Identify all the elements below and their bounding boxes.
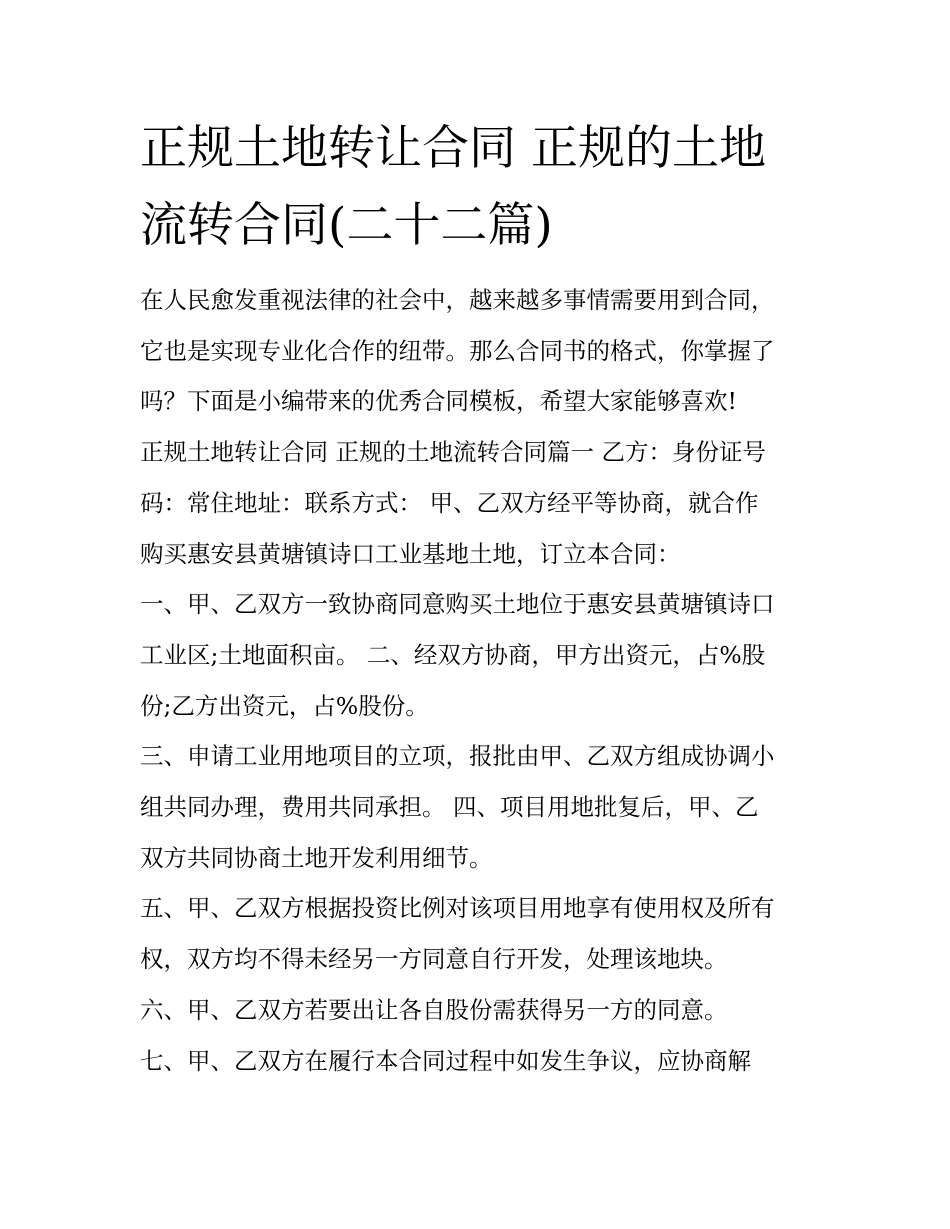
body-line: 七、甲、乙双方在履行本合同过程中如发生争议，应协商解	[140, 1046, 751, 1075]
body-line: 工业区;土地面积亩。 二、经双方协商，甲方出资元，占%股	[140, 640, 766, 669]
body-line: 正规土地转让合同 正规的土地流转合同篇一 乙方：身份证号	[140, 438, 766, 467]
title-line: 流转合同(二十二篇)	[140, 198, 553, 253]
body-line: 在人民愈发重视法律的社会中，越来越多事情需要用到合同，	[140, 286, 775, 314]
title-line: 正规土地转让合同 正规的土地	[140, 121, 766, 176]
body-line: 五、甲、乙双方根据投资比例对该项目用地享有使用权及所有	[140, 894, 775, 923]
body-line: 三、申请工业用地项目的立项，报批由甲、乙双方组成协调小	[140, 742, 775, 771]
body-line: 它也是实现专业化合作的纽带。那么合同书的格式，你掌握了	[140, 336, 775, 365]
paragraph-clause-6	[140, 985, 830, 1036]
body-line: 组共同办理，费用共同承担。 四、项目用地批复后，甲、乙	[140, 793, 759, 822]
body-line: 六、甲、乙双方若要出让各自股份需获得另一方的同意。	[140, 995, 728, 1024]
paragraph-clause-3	[140, 731, 830, 883]
document-body	[140, 275, 830, 1086]
document-page	[140, 0, 830, 1229]
document-title	[140, 110, 830, 264]
body-line: 一、甲、乙双方一致协商同意购买土地位于惠安县黄塘镇诗口	[140, 590, 775, 619]
body-line: 双方共同协商土地开发利用细节。	[140, 843, 493, 872]
paragraph-contract-header	[140, 427, 830, 579]
paragraph-clause-1	[140, 579, 830, 731]
body-line: 码：常住地址：联系方式： 甲、乙双方经平等协商，就合作	[140, 488, 759, 517]
paragraph-clause-5	[140, 883, 830, 984]
body-line: 份;乙方出资元，占%股份。	[140, 691, 429, 720]
paragraph-clause-7	[140, 1036, 830, 1087]
paragraph-intro	[140, 275, 830, 427]
body-line: 购买惠安县黄塘镇诗口工业基地土地，订立本合同：	[140, 539, 681, 568]
body-line: 吗？下面是小编带来的优秀合同模板，希望大家能够喜欢!	[140, 387, 737, 416]
body-line: 权，双方均不得未经另一方同意自行开发，处理该地块。	[140, 945, 728, 974]
